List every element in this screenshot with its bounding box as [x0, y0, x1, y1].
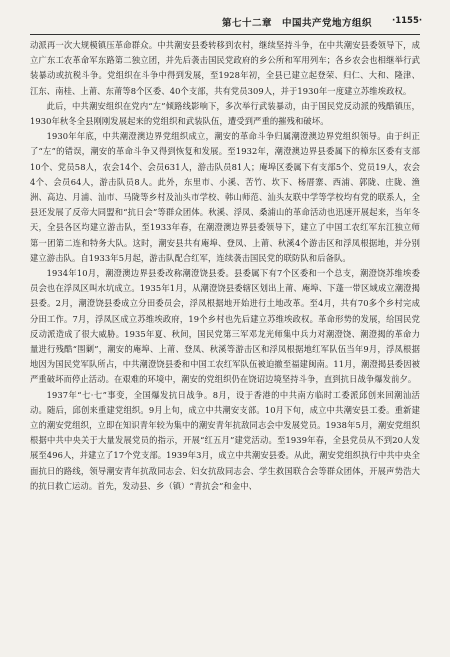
- paragraph: 此后，中共潮安组织在党内“左”倾路线影响下，多次举行武装暴动，由于国民党反动派的残酷镇压，1930年秋冬全县刚刚发展起来的党组织和武装队伍，遭受到严重的摧残和破坏。: [30, 100, 420, 127]
- running-header: [0, 12, 450, 34]
- paragraph: 1937年“七·七”事变，全国爆发抗日战争。8月，设于香港的中共南方临时工委派邱创来回潮汕活动。随后，邱创来重建党组织。9月上旬，成立中共潮安支部。10月下旬，成立中共潮安县工委。重新建立的潮安党组织，立即在知识青年较为集中的潮安青年抗敌同志会中发展党员。1938年5月，潮安党组织根据中共中央关于大量发展党员的指示，开展“红五月”建党活动。至1939年春，全县党员从不到20人发展至496人，并建立了17个党支部。1939年3月，成立中共潮安县委。从此，潮安党组织执行中共中央全面抗日的路线，领导潮安青年抗敌同志会、妇女抗敌同志会、学生救国联合会等群众团体，开展声势浩大的抗日救亡运动。首先，发动县、乡（镇）“青抗会”和金中、: [30, 389, 420, 491]
- body-text: [30, 38, 420, 494]
- page-number: ·1155·: [392, 16, 423, 26]
- chapter-title: 第七十二章 中国共产党地方组织: [222, 18, 373, 29]
- paragraph: 动派再一次大规模镇压革命群众。中共潮安县委转移到农村，继续坚持斗争，在中共潮安县委领导下，成立广东工农革命军东路第二独立团，并先后袭击国民党政府的乡公所和军用列车；各乡农会也相继举行武装暴动或抗税斗争。党组织在斗争中得到发展，至1928年初，全县已建立起登荣、归仁、大和、隆津、江东、南桂、上莆、东莆等8个区委、40个支部，共有党员309人，并于1930年一度建立苏维埃政权。: [30, 40, 420, 96]
- paragraph: 1934年10月，潮澄澳边界县委改称潮澄饶县委。县委属下有7个区委和一个总支，潮澄饶苏维埃委员会也在浮凤区叫水坑成立。1935年1月，从潮澄饶县委辖区划出上莆、庵埠、下蓬一带区域成立潮澄揭县委。2月，潮澄饶县委成立分田委员会，浮凤根据地开始进行土地改革。至4月，共有70多个乡村完成分田工作。7月，浮凤区成立苏维埃政府，19个乡村也先后建立苏维埃政权。革命形势的发展，给国民党反动派造成了很大威胁。1935年夏、秋间，国民党第三军邓龙光师集中兵力对潮澄饶、潮澄揭的革命力量进行残酷“围剿”，潮安的庵埠、上莆、登凤、秋溪等游击区和浮凤根据地红军队伍当年9月，浮凤根据地因为国民党军队所占，中共潮澄饶县委和中国工农红军队伍被迫撤至福建闽南。11月，潮澄揭县委因被严重破坏而停止活动。在艰难的环境中，潮安的党组织仍在饶诏边境坚持斗争，直到抗日战争爆发前夕。: [30, 268, 420, 385]
- header-rule: [30, 34, 420, 35]
- paragraph: 1930年年底，中共潮澄澳边界党组织成立，潮安的革命斗争归属潮澄澳边界党组织领导。由于纠正了“左”的错误，潮安的革命斗争又得到恢复和发展。至1932年，潮澄澳边界县委属下的樟东区委有支部10个、党员58人，农会14个、会员631人，游击队员81人；庵埠区委属下有支部5个、党员19人，农会4个、会员64人，游击队员8人。此外，东里市、小溪、苦竹、坎下、杨厝寨、西浦、郭陇、庄陇、渔洲、高边、月浦、汕市、马陇等乡村及汕头市学校、韩山师范、汕头友联中学等学校均有党的联系人，全县还发展了反帝大同盟和“抗日会”等群众团体。秋溪、浮凤、桑浦山的革命活动也迅速开展起来，当年冬天，全县各区均建立游击队，至1933年春，在潮澄澳边界县委领导下，建立了中国工农红军东江独立师第一团第二连和特务大队。这时，潮安县共有庵埠、登凤、上莆、秋溪4个游击区和浮凤根据地，并分别建立游击队。自1933年5月起，游击队配合红军，连续袭击国民党的联防队和后备队。: [30, 131, 420, 263]
